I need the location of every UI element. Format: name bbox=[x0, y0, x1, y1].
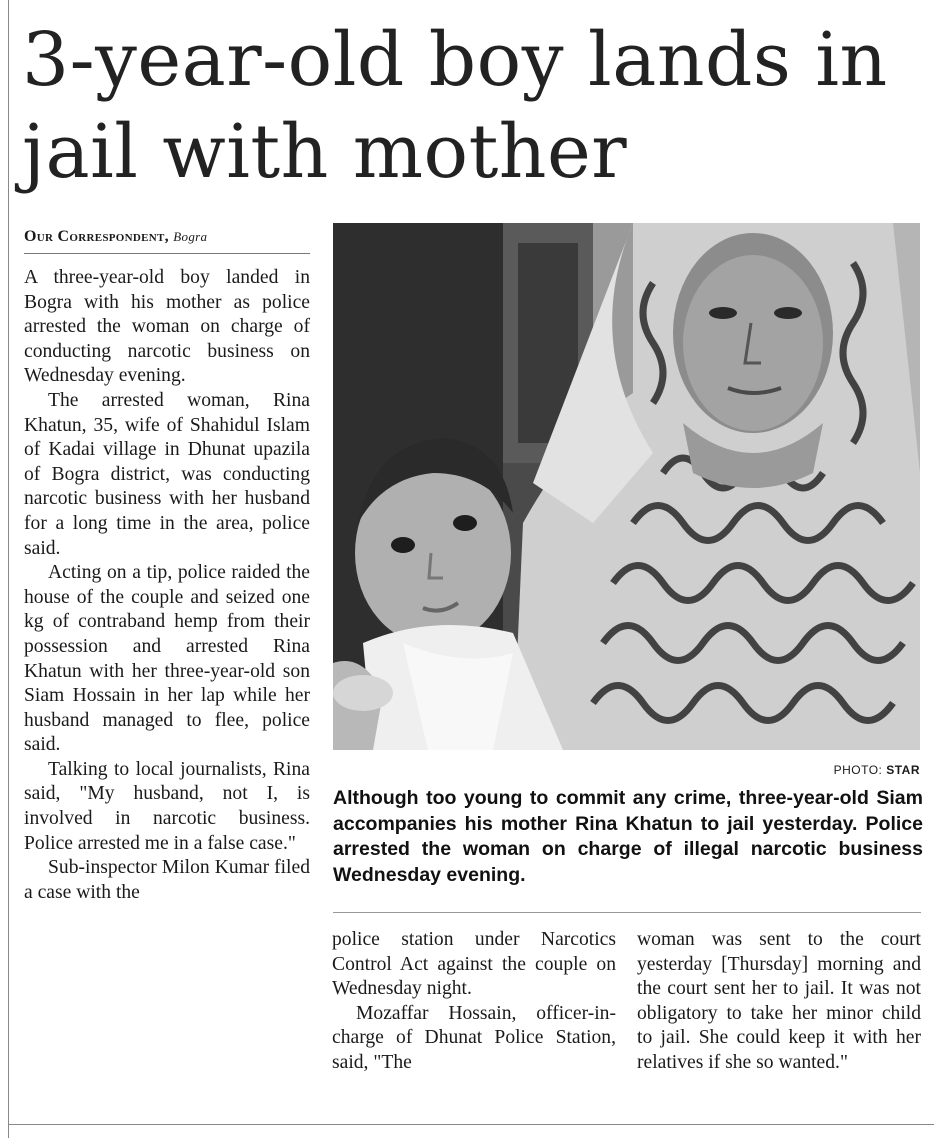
paragraph-5: Sub-inspector Milon Kumar filed a case with the bbox=[24, 857, 310, 903]
photo-credit bbox=[700, 763, 920, 777]
paragraph-8: woman was sent to the court yesterday [Thursday] morning and the court sent her to jail. It was not obligatory to take her minor child to jail. She could keep it with her relatives if she so wanted." bbox=[637, 929, 921, 1073]
photo-credit-label: PHOTO: bbox=[833, 763, 883, 777]
article-column-3 bbox=[637, 928, 921, 1076]
article-column-2 bbox=[332, 928, 616, 1076]
byline-rule bbox=[24, 253, 310, 254]
paragraph-4: Talking to local journalists, Rina said, "My husband, not I, is involved in narcotic business. Police arrested me in a false case." bbox=[24, 758, 310, 854]
page-frame-bottom bbox=[8, 1124, 934, 1125]
byline-author: Our Correspondent, bbox=[24, 228, 169, 245]
photo-credit-source: STAR bbox=[886, 763, 920, 777]
paragraph-2: The arrested woman, Rina Khatun, 35, wife of Shahidul Islam of Kadai village in Dhunat upazila of Bogra district, was conducting narcotic business with her husband for a long time in the area, police said. bbox=[24, 389, 310, 559]
caption-rule bbox=[333, 912, 921, 913]
paragraph-6: police station under Narcotics Control Act against the couple on Wednesday night. bbox=[332, 929, 616, 1000]
article-headline: 3-year-old boy lands in jail with mother bbox=[22, 17, 888, 195]
photo-mother-and-child bbox=[333, 223, 920, 750]
news-photo bbox=[333, 223, 920, 750]
photo-caption: Although too young to commit any crime, three-year-old Siam accompanies his mother Rina Khatun to jail yesterday. Police arrested the woman on charge of illegal narcotic business Wednesday evening. bbox=[333, 787, 923, 886]
paragraph-3: Acting on a tip, police raided the house of the couple and seized one kg of contraband hemp from their possession and arrested Rina Khatun with her three-year-old son Siam Hossain in her lap while her husband managed to flee, police said. bbox=[24, 562, 310, 756]
paragraph-1: A three-year-old boy landed in Bogra with his mother as police arrested the woman on charge of conducting narcotic business on Wednesday evening. bbox=[24, 267, 310, 387]
paragraph-7: Mozaffar Hossain, officer-in-charge of Dhunat Police Station, said, "The bbox=[332, 1002, 616, 1073]
byline-place: Bogra bbox=[173, 229, 208, 244]
byline bbox=[24, 228, 314, 246]
page-frame-left bbox=[8, 0, 9, 1138]
article-column-1 bbox=[24, 266, 310, 905]
